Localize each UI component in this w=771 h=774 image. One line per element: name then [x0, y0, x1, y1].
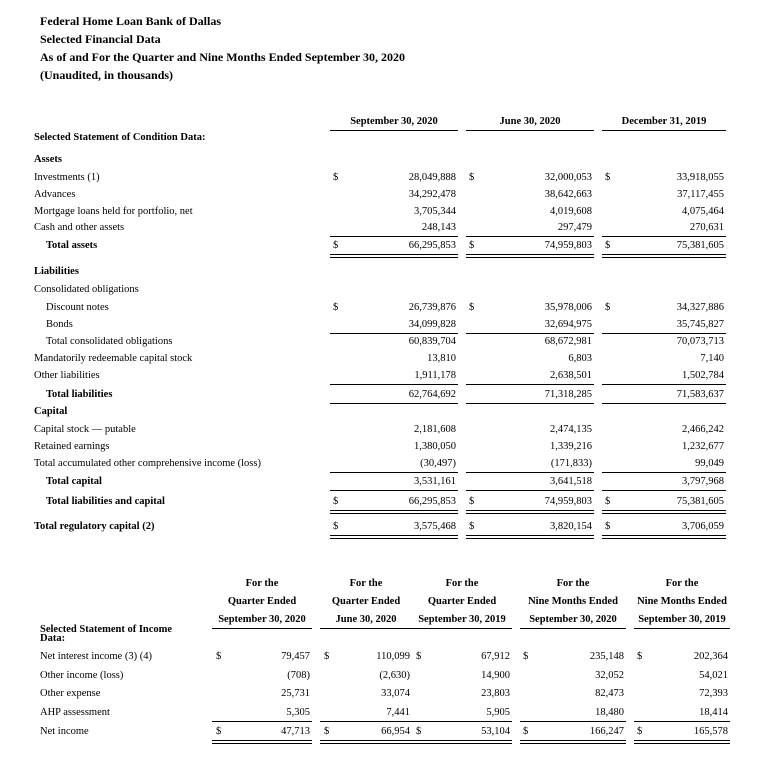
income-col-header-line: Nine Months Ended	[528, 596, 618, 607]
row-double-underline	[602, 510, 726, 514]
condition-col-header-1: September 30, 2020	[350, 116, 438, 127]
company-name: Federal Home Loan Bank of Dallas	[40, 14, 222, 28]
currency-symbol: $	[637, 651, 643, 662]
row-double-underline	[320, 740, 412, 744]
row-double-underline	[330, 535, 458, 539]
condition-value: 4,019,608	[550, 206, 592, 217]
row-double-underline	[634, 740, 730, 744]
condition-value: 34,292,478	[408, 189, 456, 200]
condition-value: 3,820,154	[550, 521, 592, 532]
income-value: 79,457	[281, 651, 310, 662]
condition-value: 6,803	[568, 353, 592, 364]
condition-value: 34,327,886	[676, 302, 724, 313]
currency-symbol: $	[469, 172, 475, 183]
condition-value: (30,497)	[420, 458, 456, 469]
row-underline	[466, 403, 594, 404]
condition-value: 75,381,605	[676, 496, 724, 507]
condition-row-label: Total assets	[46, 240, 98, 251]
row-underline	[212, 721, 312, 722]
currency-symbol: $	[605, 172, 611, 183]
condition-value: 1,232,677	[682, 441, 724, 452]
income-col-underline	[412, 628, 512, 629]
row-underline	[466, 472, 594, 473]
row-underline	[602, 403, 726, 404]
income-value: 5,305	[286, 707, 310, 718]
condition-value: 2,638,501	[550, 370, 592, 381]
currency-symbol: $	[324, 651, 330, 662]
condition-row-label: Bonds	[46, 319, 73, 330]
income-value: (2,630)	[379, 670, 410, 681]
row-double-underline	[602, 535, 726, 539]
income-value: 166,247	[589, 726, 624, 737]
income-col-underline	[520, 628, 626, 629]
income-value: 47,713	[281, 726, 310, 737]
income-value: 25,731	[281, 688, 310, 699]
currency-symbol: $	[324, 726, 330, 737]
condition-value: 70,073,713	[676, 336, 724, 347]
condition-col-header-2: June 30, 2020	[499, 116, 561, 127]
condition-value: 2,474,135	[550, 424, 592, 435]
row-underline	[412, 721, 512, 722]
condition-row-label: Assets	[34, 154, 62, 165]
row-underline	[330, 490, 458, 491]
currency-symbol: $	[216, 651, 222, 662]
condition-value: 1,502,784	[682, 370, 724, 381]
row-underline	[330, 403, 458, 404]
row-double-underline	[412, 740, 512, 744]
condition-row-label: Total capital	[46, 476, 102, 487]
condition-value: 37,117,455	[677, 189, 724, 200]
income-value: 14,900	[481, 670, 510, 681]
condition-value: (171,833)	[550, 458, 592, 469]
row-underline	[602, 333, 726, 334]
row-underline	[330, 384, 458, 385]
income-col-header-line: For the	[445, 578, 479, 589]
row-underline	[602, 472, 726, 473]
income-value: 18,480	[595, 707, 624, 718]
row-double-underline	[466, 535, 594, 539]
condition-row-label: Advances	[34, 189, 76, 200]
row-double-underline	[330, 254, 458, 258]
condition-value: 68,672,981	[544, 336, 592, 347]
report-period: As of and For the Quarter and Nine Months Ended September 30, 2020	[40, 50, 406, 64]
condition-value: 3,641,518	[550, 476, 592, 487]
condition-section-title: Selected Statement of Condition Data:	[34, 132, 206, 143]
row-underline	[602, 384, 726, 385]
income-value: (708)	[287, 670, 310, 681]
condition-col-header-3: December 31, 2019	[621, 116, 707, 127]
income-value: 110,099	[376, 651, 410, 662]
income-col-header-line: For the	[349, 578, 383, 589]
condition-value: 3,575,468	[414, 521, 456, 532]
currency-symbol: $	[333, 172, 339, 183]
condition-row-label: Other liabilities	[34, 370, 100, 381]
condition-value: 35,745,827	[676, 319, 724, 330]
row-double-underline	[466, 510, 594, 514]
currency-symbol: $	[216, 726, 222, 737]
row-double-underline	[466, 254, 594, 258]
condition-value: 270,631	[689, 222, 724, 233]
condition-value: 74,959,803	[544, 496, 592, 507]
currency-symbol: $	[605, 496, 611, 507]
condition-row-label: Capital	[34, 406, 68, 417]
currency-symbol: $	[333, 521, 339, 532]
condition-col-underline-2	[466, 130, 594, 131]
currency-symbol: $	[333, 496, 339, 507]
row-underline	[466, 384, 594, 385]
report-title: Selected Financial Data	[40, 32, 161, 46]
condition-value: 32,694,975	[544, 319, 592, 330]
condition-value: 3,706,059	[682, 521, 724, 532]
currency-symbol: $	[605, 302, 611, 313]
condition-col-underline-3	[602, 130, 726, 131]
condition-value: 3,705,344	[414, 206, 456, 217]
income-col-header-line: Quarter Ended	[331, 596, 401, 607]
income-col-underline	[320, 628, 412, 629]
condition-value: 75,381,605	[676, 240, 724, 251]
income-col-underline	[634, 628, 730, 629]
row-double-underline	[602, 254, 726, 258]
condition-value: 248,143	[421, 222, 456, 233]
condition-value: 28,049,888	[408, 172, 456, 183]
condition-row-label: Total regulatory capital (2)	[34, 521, 155, 532]
condition-col-underline-1	[330, 130, 458, 131]
income-value: 165,578	[693, 726, 728, 737]
income-value: 7,441	[386, 707, 410, 718]
currency-symbol: $	[416, 651, 422, 662]
income-col-header-line: Quarter Ended	[427, 596, 497, 607]
currency-symbol: $	[605, 521, 611, 532]
condition-row-label: Total liabilities	[46, 389, 113, 400]
income-value: 18,414	[699, 707, 728, 718]
condition-value: 1,339,216	[550, 441, 592, 452]
row-underline	[330, 236, 458, 237]
condition-value: 1,911,178	[414, 370, 456, 381]
income-section-title-2: Data:	[40, 633, 66, 644]
report-note: (Unaudited, in thousands)	[40, 68, 174, 82]
currency-symbol: $	[605, 240, 611, 251]
income-value: 32,052	[595, 670, 624, 681]
income-col-header-line: September 30, 2020	[218, 614, 306, 625]
income-value: 82,473	[595, 688, 624, 699]
income-col-header-line: For the	[665, 578, 699, 589]
income-section-title-1: Selected Statement of Income	[40, 624, 173, 635]
row-underline	[602, 490, 726, 491]
income-row-label: Other expense	[40, 688, 101, 699]
income-value: 66,954	[381, 726, 410, 737]
condition-value: 38,642,663	[544, 189, 592, 200]
condition-value: 13,810	[427, 353, 456, 364]
income-col-header-line: September 30, 2019	[418, 614, 506, 625]
income-value: 72,393	[699, 688, 728, 699]
currency-symbol: $	[523, 651, 529, 662]
condition-value: 2,466,242	[682, 424, 724, 435]
condition-row-label: Investments (1)	[34, 172, 100, 183]
condition-value: 71,583,637	[676, 389, 724, 400]
row-underline	[330, 472, 458, 473]
row-double-underline	[520, 740, 626, 744]
income-row-label: Net interest income (3) (4)	[40, 651, 152, 662]
income-value: 33,074	[381, 688, 410, 699]
income-value: 67,912	[481, 651, 510, 662]
income-col-header-line: June 30, 2020	[335, 614, 397, 625]
income-row-label: Net income	[40, 726, 89, 737]
condition-value: 99,049	[695, 458, 724, 469]
condition-value: 32,000,053	[544, 172, 592, 183]
income-value: 202,364	[693, 651, 728, 662]
condition-row-label: Mandatorily redeemable capital stock	[34, 353, 193, 364]
condition-value: 60,839,704	[408, 336, 456, 347]
income-col-header-line: September 30, 2019	[638, 614, 726, 625]
condition-row-label: Total accumulated other comprehensive income (loss)	[34, 458, 261, 469]
currency-symbol: $	[523, 726, 529, 737]
condition-row-label: Cash and other assets	[34, 222, 125, 233]
income-col-header-line: Nine Months Ended	[637, 596, 727, 607]
income-row-label: AHP assessment	[40, 707, 110, 718]
currency-symbol: $	[469, 302, 475, 313]
currency-symbol: $	[637, 726, 643, 737]
row-underline	[602, 236, 726, 237]
condition-row-label: Total liabilities and capital	[46, 496, 165, 507]
condition-value: 33,918,055	[676, 172, 724, 183]
row-underline	[330, 333, 458, 334]
condition-value: 7,140	[700, 353, 724, 364]
income-value: 53,104	[481, 726, 510, 737]
row-double-underline	[212, 740, 312, 744]
income-col-header-line: For the	[556, 578, 590, 589]
condition-value: 66,295,853	[408, 240, 456, 251]
income-col-header-line: September 30, 2020	[529, 614, 617, 625]
condition-value: 297,479	[557, 222, 592, 233]
condition-value: 66,295,853	[408, 496, 456, 507]
condition-value: 62,764,692	[408, 389, 456, 400]
condition-row-label: Liabilities	[34, 266, 79, 277]
condition-row-label: Retained earnings	[34, 441, 110, 452]
income-value: 235,148	[589, 651, 624, 662]
condition-value: 3,797,968	[682, 476, 724, 487]
row-underline	[320, 721, 412, 722]
condition-value: 2,181,608	[414, 424, 456, 435]
condition-row-label: Capital stock — putable	[34, 424, 136, 435]
condition-value: 34,099,828	[408, 319, 456, 330]
currency-symbol: $	[333, 302, 339, 313]
condition-value: 3,531,161	[414, 476, 456, 487]
currency-symbol: $	[469, 521, 475, 532]
income-col-header-line: For the	[245, 578, 279, 589]
condition-value: 4,075,464	[682, 206, 724, 217]
condition-value: 71,318,285	[544, 389, 592, 400]
row-underline	[466, 490, 594, 491]
condition-value: 35,978,006	[544, 302, 592, 313]
row-underline	[466, 333, 594, 334]
condition-row-label: Discount notes	[46, 302, 109, 313]
income-col-header-line: Quarter Ended	[227, 596, 297, 607]
row-double-underline	[330, 510, 458, 514]
income-row-label: Other income (loss)	[40, 670, 124, 681]
income-value: 5,905	[486, 707, 510, 718]
row-underline	[520, 721, 626, 722]
condition-row-label: Consolidated obligations	[34, 284, 139, 295]
condition-value: 26,739,876	[408, 302, 456, 313]
condition-value: 74,959,803	[544, 240, 592, 251]
income-value: 54,021	[699, 670, 728, 681]
income-value: 23,803	[481, 688, 510, 699]
row-underline	[466, 236, 594, 237]
income-col-underline	[212, 628, 312, 629]
currency-symbol: $	[416, 726, 422, 737]
condition-row-label: Total consolidated obligations	[46, 336, 173, 347]
condition-row-label: Mortgage loans held for portfolio, net	[34, 206, 193, 217]
condition-value: 1,380,050	[414, 441, 456, 452]
currency-symbol: $	[469, 240, 475, 251]
row-underline	[634, 721, 730, 722]
currency-symbol: $	[469, 496, 475, 507]
currency-symbol: $	[333, 240, 339, 251]
